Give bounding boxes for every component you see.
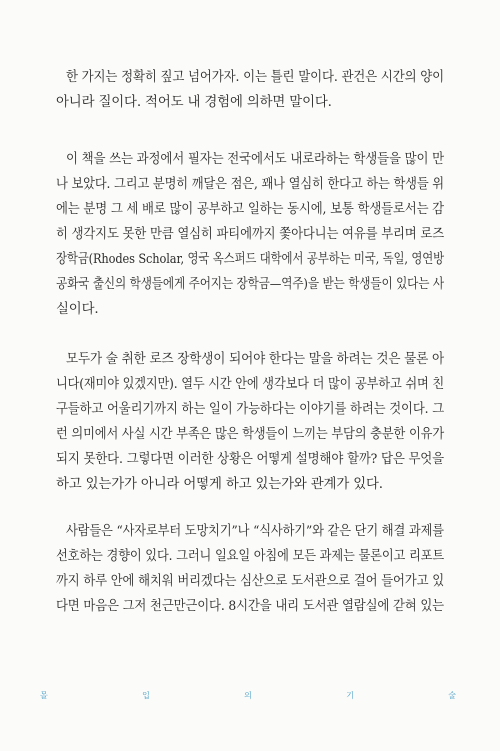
line-text: 히 생각지도 못한 만큼 열심히 파티에까지 쫓아다니는 여유를 부리며 로즈 <box>56 227 444 242</box>
footer-char: 술 <box>448 691 456 700</box>
line-text: 장학금(Rhodes Scholar, 영국 옥스퍼드 대학에서 공부하는 미국, 독일, 영연방 <box>56 252 444 267</box>
text-line <box>0 570 500 594</box>
text-line <box>0 545 500 569</box>
text-line <box>0 223 500 247</box>
text-line <box>0 273 500 297</box>
text-line <box>0 148 500 172</box>
text-line <box>0 198 500 222</box>
text-line <box>0 473 500 497</box>
line-text: 실이다. <box>56 302 99 317</box>
line-text: 구들하고 어울리기까지 하는 일이 가능하다는 이야기를 하려는 것이다. 그 <box>56 402 444 417</box>
footer-char: 입 <box>142 691 150 700</box>
text-line <box>0 398 500 422</box>
line-text: 공화국 출신의 학생들에게 주어지는 장학금—역주)을 받는 학생들이 있다는 사 <box>56 277 444 292</box>
line-text: 선호하는 경향이 있다. 그러니 일요일 아침에 모든 과제는 물론이고 리포트 <box>56 549 444 564</box>
running-footer <box>40 690 456 704</box>
line-text: 아니라 질이다. 적어도 내 경험에 의하면 말이다. <box>56 95 332 110</box>
footer-char: 몰 <box>40 691 48 700</box>
line-text: 한 가지는 정확히 짚고 넘어가자. 이는 틀린 말이다. 관건은 시간의 양이 <box>66 70 444 85</box>
text-line <box>0 448 500 472</box>
line-text: 모두가 술 취한 로즈 장학생이 되어야 한다는 말을 하려는 것은 물론 아 <box>66 352 444 367</box>
text-line <box>0 91 500 115</box>
line-text: 다면 마음은 그저 천근만근이다. 8시간을 내리 도서관 열람실에 갇혀 있는 <box>56 599 444 614</box>
text-line <box>0 373 500 397</box>
line-text: 이 책을 쓰는 과정에서 필자는 전국에서도 내로라하는 학생들을 많이 만 <box>66 152 444 167</box>
line-text: 되지 못한다. 그렇다면 이러한 상황은 어떻게 설명해야 할까? 답은 무엇을 <box>56 452 444 467</box>
footer-char: 기 <box>346 691 354 700</box>
footer-char: 의 <box>244 691 252 700</box>
line-text: 나 보았다. 그리고 분명히 깨달은 점은, 꽤나 열심히 한다고 하는 학생들 위 <box>56 177 444 192</box>
text-line <box>0 348 500 372</box>
text-line <box>0 248 500 272</box>
line-text: 사람들은 “사자로부터 도망치기”나 “식사하기”와 같은 단기 해결 과제를 <box>66 524 444 539</box>
text-line <box>0 595 500 619</box>
line-text: 니다(재미야 있겠지만). 열두 시간 안에 생각보다 더 많이 공부하고 쉬며 친 <box>56 377 444 392</box>
line-text: 까지 하루 안에 해치워 버리겠다는 심산으로 도서관으로 걸어 들어가고 있 <box>56 574 444 589</box>
text-line <box>0 423 500 447</box>
line-text: 하고 있는가가 아니라 어떻게 하고 있는가와 관계가 있다. <box>56 477 383 492</box>
text-line <box>0 298 500 322</box>
text-line <box>0 173 500 197</box>
text-line <box>0 66 500 90</box>
line-text: 런 의미에서 사실 시간 부족은 많은 학생들이 느끼는 부담의 충분한 이유가 <box>56 427 444 442</box>
line-text: 에는 분명 그 세 배로 많이 공부하고 일하는 동시에, 보통 학생들로서는 감 <box>56 202 444 217</box>
text-line <box>0 520 500 544</box>
